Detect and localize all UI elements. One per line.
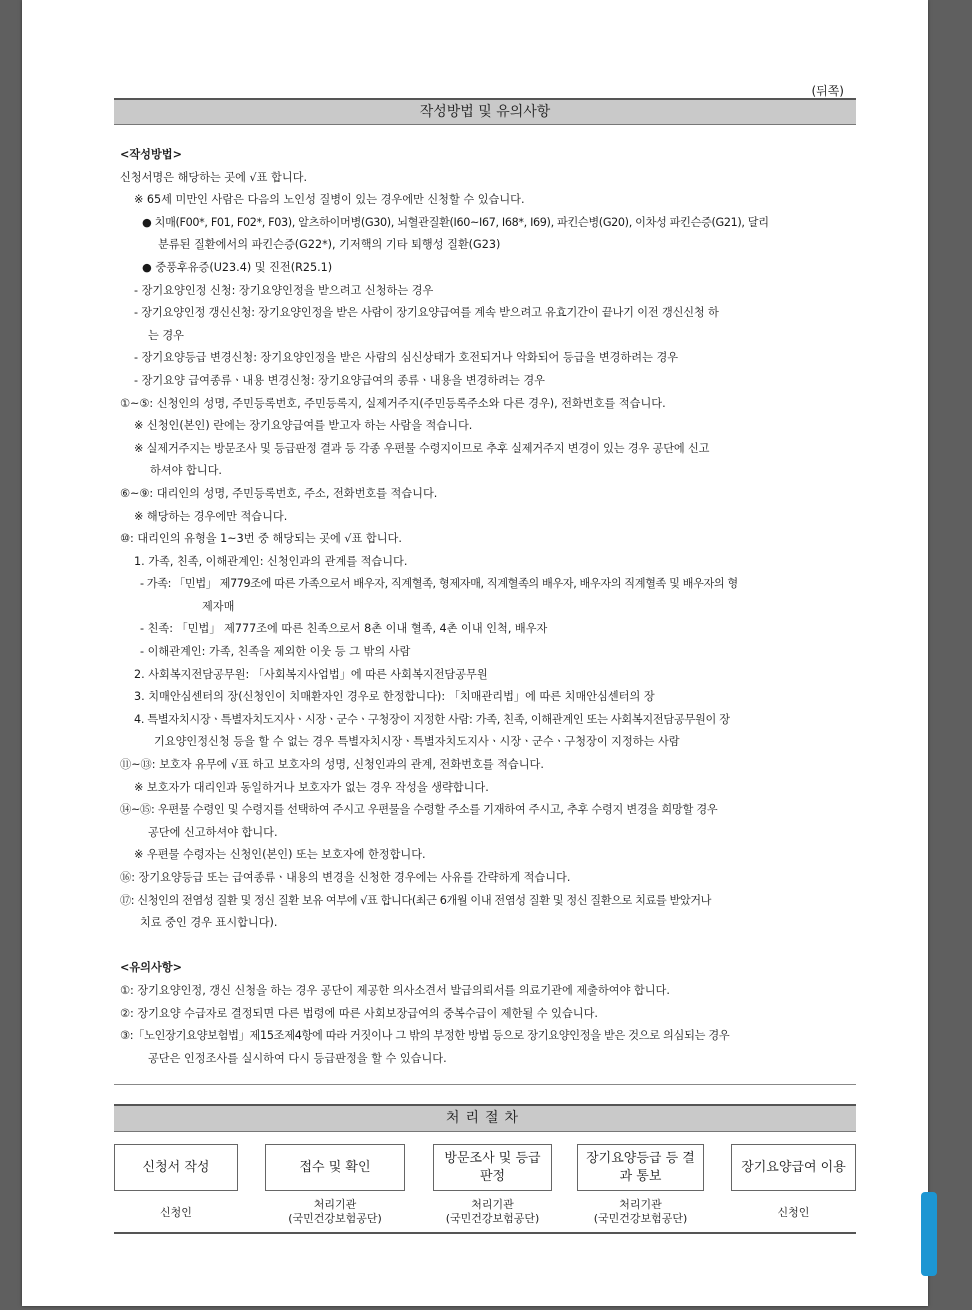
instructions-heading: <작성방법> (120, 148, 182, 161)
section-title-procedure: 처리절차 (114, 1104, 856, 1132)
instruction-line: ※ 신청인(본인) 란에는 장기요양급여를 받고자 하는 사람을 적습니다. (134, 419, 473, 433)
instruction-line: 치료 중인 경우 표시합니다). (140, 916, 278, 930)
procedure-agent: 처리기관 (국민건강보험공단) (593, 1198, 688, 1225)
procedure-step-benefit-use: 장기요양급여 이용 (731, 1144, 856, 1191)
instruction-line: 분류된 질환에서의 파킨슨증(G22*), 기저핵의 기타 퇴행성 질환(G23) (158, 238, 501, 252)
instruction-line: 제자매 (202, 599, 235, 613)
note-line: ①: 장기요양인정, 갱신 신청을 하는 경우 공단이 제공한 의사소견서 발급의뢰서를 의료기관에 제출하여야 합니다. (120, 983, 670, 997)
divider (114, 1084, 856, 1085)
document-page (22, 0, 928, 1306)
instruction-line: 하셔야 합니다. (150, 464, 222, 478)
instruction-line: ※ 보호자가 대리인과 동일하거나 보호자가 없는 경우 작성을 생략합니다. (134, 780, 489, 794)
instruction-line: - 친족: 「민법」 제777조에 따른 친족으로서 8촌 이내 혈족, 4촌 이내 인척, 배우자 (140, 622, 548, 636)
section-title-instructions: 작성방법 및 유의사항 (114, 98, 856, 125)
instruction-line: ※ 우편물 수령자는 신청인(본인) 또는 보호자에 한정합니다. (134, 848, 426, 862)
instruction-line: ※ 실제거주지는 방문조사 및 등급판정 결과 등 각종 우편물 수령지이므로 추후 실제거주지 변경이 있는 경우 공단에 신고 (134, 441, 710, 455)
instruction-line: ①~⑤: 신청인의 성명, 주민등록번호, 주민등록지, 실제거주지(주민등록주소와 다른 경우), 전화번호를 적습니다. (120, 396, 666, 410)
instruction-line: ※ 해당하는 경우에만 적습니다. (134, 509, 288, 523)
procedure-agent: 신청인 (777, 1206, 810, 1219)
instruction-line: - 가족: 「민법」 제779조에 따른 가족으로서 배우자, 직계혈족, 형제자매, 직계혈족의 배우자, 배우자의 직계혈족 및 배우자의 형 (140, 577, 738, 591)
procedure-agent: 신청인 (160, 1206, 192, 1219)
note-line: 공단은 인정조사를 실시하여 다시 등급판정을 할 수 있습니다. (148, 1051, 447, 1065)
instruction-line: ● 중풍후유증(U23.4) 및 진전(R25.1) (142, 260, 333, 274)
procedure-step-application: 신청서 작성 (114, 1144, 238, 1191)
procedure-step-notification: 장기요양등급 등 결과 통보 (577, 1144, 704, 1191)
instruction-line: 기요양인정신청 등을 할 수 없는 경우 특별자치시장ㆍ특별자치도지사ㆍ시장ㆍ군수ㆍ구청장이 지정하는 사람 (154, 735, 680, 749)
instruction-line: 1. 가족, 친족, 이해관계인: 신청인과의 관계를 적습니다. (134, 554, 408, 568)
procedure-step-assessment: 방문조사 및 등급판정 (433, 1144, 552, 1191)
instruction-line: - 이해관계인: 가족, 친족을 제외한 이웃 등 그 밖의 사람 (140, 645, 411, 659)
instruction-line: 3. 치매안심센터의 장(신청인이 치매환자인 경우로 한정합니다): 「치매관리법」에 따른 치매안심센터의 장 (134, 690, 655, 704)
bottom-divider (114, 1232, 856, 1234)
instruction-line: 는 경우 (148, 328, 184, 342)
instruction-line: ⑪~⑬: 보호자 유무에 √표 하고 보호자의 성명, 신청인과의 관계, 전화번호를 적습니다. (120, 758, 544, 772)
procedure-step-reception: 접수 및 확인 (265, 1144, 405, 1191)
document-body (120, 144, 848, 1070)
instruction-line: 4. 특별자치시장ㆍ특별자치도지사ㆍ시장ㆍ군수ㆍ구청장이 지정한 사람: 가족, 친족, 이해관계인 또는 사회복지전담공무원이 장 (134, 712, 730, 726)
instruction-line: - 장기요양인정 갱신신청: 장기요양인정을 받은 사람이 장기요양급여를 계속 받으려고 유효기간이 끝나기 이전 갱신신청 하 (134, 306, 719, 320)
notes-heading: <유의사항> (120, 961, 182, 975)
instruction-line: - 장기요양인정 신청: 장기요양인정을 받으려고 신청하는 경우 (134, 283, 434, 297)
procedure-agent: 처리기관 (국민건강보험공단) (445, 1198, 540, 1225)
instruction-line: - 장기요양등급 변경신청: 장기요양인정을 받은 사람의 심신상태가 호전되거나 악화되어 등급을 변경하려는 경우 (134, 351, 679, 365)
note-line: ②: 장기요양 수급자로 결정되면 다른 법령에 따른 사회보장급여의 중복수급이 제한될 수 있습니다. (120, 1006, 598, 1020)
instruction-line: 공단에 신고하셔야 합니다. (148, 825, 278, 839)
procedure-agent: 처리기관 (국민건강보험공단) (288, 1198, 382, 1225)
instruction-line: 2. 사회복지전담공무원: 「사회복지사업법」에 따른 사회복지전담공무원 (134, 667, 488, 681)
instruction-line: ● 치매(F00*, F01, F02*, F03), 알츠하이머병(G30), 뇌혈관질환(I60~I67, I68*, I69), 파킨슨병(G20), 이차성 파킨슨증(G21), 달리 (142, 215, 769, 229)
scrollbar-thumb[interactable] (921, 1192, 937, 1276)
note-line: ③:「노인장기요양보험법」제15조제4항에 따라 거짓이나 그 밖의 부정한 방법 등으로 장기요양인정을 받은 것으로 의심되는 경우 (120, 1029, 730, 1043)
instruction-line: ※ 65세 미만인 사람은 다음의 노인성 질병이 있는 경우에만 신청할 수 있습니다. (134, 193, 525, 207)
instruction-line: ⑭~⑮: 우편물 수령인 및 수령지를 선택하여 주시고 우편물을 수령할 주소를 기재하여 주시고, 추후 수령지 변경을 희망할 경우 (120, 803, 718, 817)
instruction-line: ⑥~⑨: 대리인의 성명, 주민등록번호, 주소, 전화번호를 적습니다. (120, 486, 438, 500)
instruction-line: ⑰: 신청인의 전염성 질환 및 정신 질환 보유 여부에 √표 합니다(최근 6개월 이내 전염성 질환 및 정신 질환으로 치료를 받았거나 (120, 893, 712, 907)
instruction-line: - 장기요양 급여종류ㆍ내용 변경신청: 장기요양급여의 종류ㆍ내용을 변경하려는 경우 (134, 373, 545, 387)
back-side-label: (뒤쪽) (811, 84, 844, 98)
instruction-line: 신청서명은 해당하는 곳에 √표 합니다. (120, 170, 308, 184)
instruction-line: ⑩: 대리인의 유형을 1~3번 중 해당되는 곳에 √표 합니다. (120, 532, 402, 546)
instruction-line: ⑯: 장기요양등급 또는 급여종류ㆍ내용의 변경을 신청한 경우에는 사유를 간략하게 적습니다. (120, 871, 571, 884)
